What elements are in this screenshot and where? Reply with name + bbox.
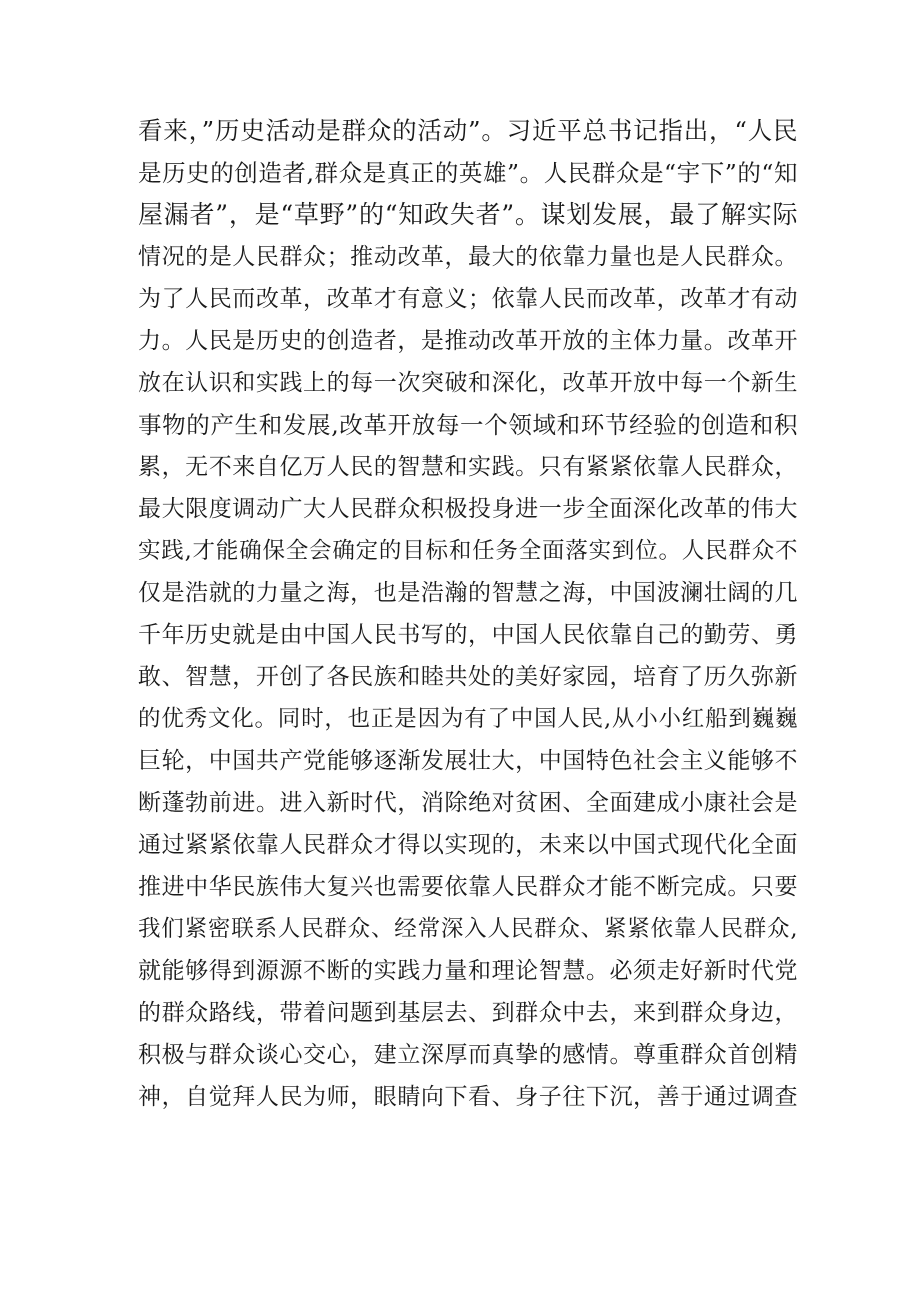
text-line: 的群众路线，带着问题到基层去、到群众中去，来到群众身边，: [138, 1000, 798, 1026]
text-line: 力。人民是历史的创造者，是推动改革开放的主体力量。改革开: [138, 328, 798, 354]
body-paragraph: [138, 110, 798, 1118]
text-line: 看来，”历史活动是群众的活动”。习近平总书记指出，“人民: [138, 116, 798, 145]
text-line: 敢、智慧，开创了各民族和睦共处的美好家园，培育了历久弥新: [138, 664, 798, 690]
text-line: 断蓬勃前进。进入新时代，消除绝对贫困、全面建成小康社会是: [138, 790, 798, 816]
text-line: 最大限度调动广大人民群众积极投身进一步全面深化改革的伟大: [138, 496, 798, 522]
text-line: 事物的产生和发展,改革开放每一个领域和环节经验的创造和积: [138, 411, 798, 439]
text-line: 实践,才能确保全会确定的目标和任务全面落实到位。人民群众不: [138, 538, 798, 564]
text-line: 的优秀文化。同时，也正是因为有了中国人民,从小小红船到巍巍: [138, 706, 798, 732]
text-line: 累，无不来自亿万人民的智慧和实践。只有紧紧依靠人民群众，: [138, 454, 798, 480]
text-line: 放在认识和实践上的每一次突破和深化，改革开放中每一个新生: [138, 370, 798, 396]
text-line: 仅是浩就的力量之海，也是浩瀚的智慧之海，中国波澜壮阔的几: [138, 580, 798, 606]
text-line: 积极与群众谈心交心，建立深厚而真挚的感情。尊重群众首创精: [138, 1042, 798, 1068]
text-line: 就能够得到源源不断的实践力量和理论智慧。必须走好新时代党: [138, 958, 798, 984]
text-line: 巨轮，中国共产党能够逐渐发展壮大，中国特色社会主义能够不: [138, 748, 798, 774]
text-line: 是历史的创造者,群众是真正的英雄”。人民群众是“宇下”的“知: [138, 159, 798, 187]
text-line: 屋漏者”，是“草野”的“知政失者”。谋划发展，最了解实际: [138, 200, 798, 229]
text-line: 我们紧密联系人民群众、经常深入人民群众、紧紧依靠人民群众,: [138, 916, 798, 942]
text-line: 通过紧紧依靠人民群众才得以实现的，未来以中国式现代化全面: [138, 832, 798, 858]
text-line: 推进中华民族伟大复兴也需要依靠人民群众才能不断完成。只要: [138, 874, 798, 900]
text-line: 为了人民而改革，改革才有意义；依靠人民而改革，改革才有动: [138, 286, 798, 312]
text-line: 千年历史就是由中国人民书写的，中国人民依靠自己的勤劳、勇: [138, 622, 798, 648]
text-line: 神，自觉拜人民为师，眼睛向下看、身子往下沉，善于通过调查: [138, 1084, 798, 1110]
text-line: 情况的是人民群众；推动改革，最大的依靠力量也是人民群众。: [138, 244, 798, 270]
